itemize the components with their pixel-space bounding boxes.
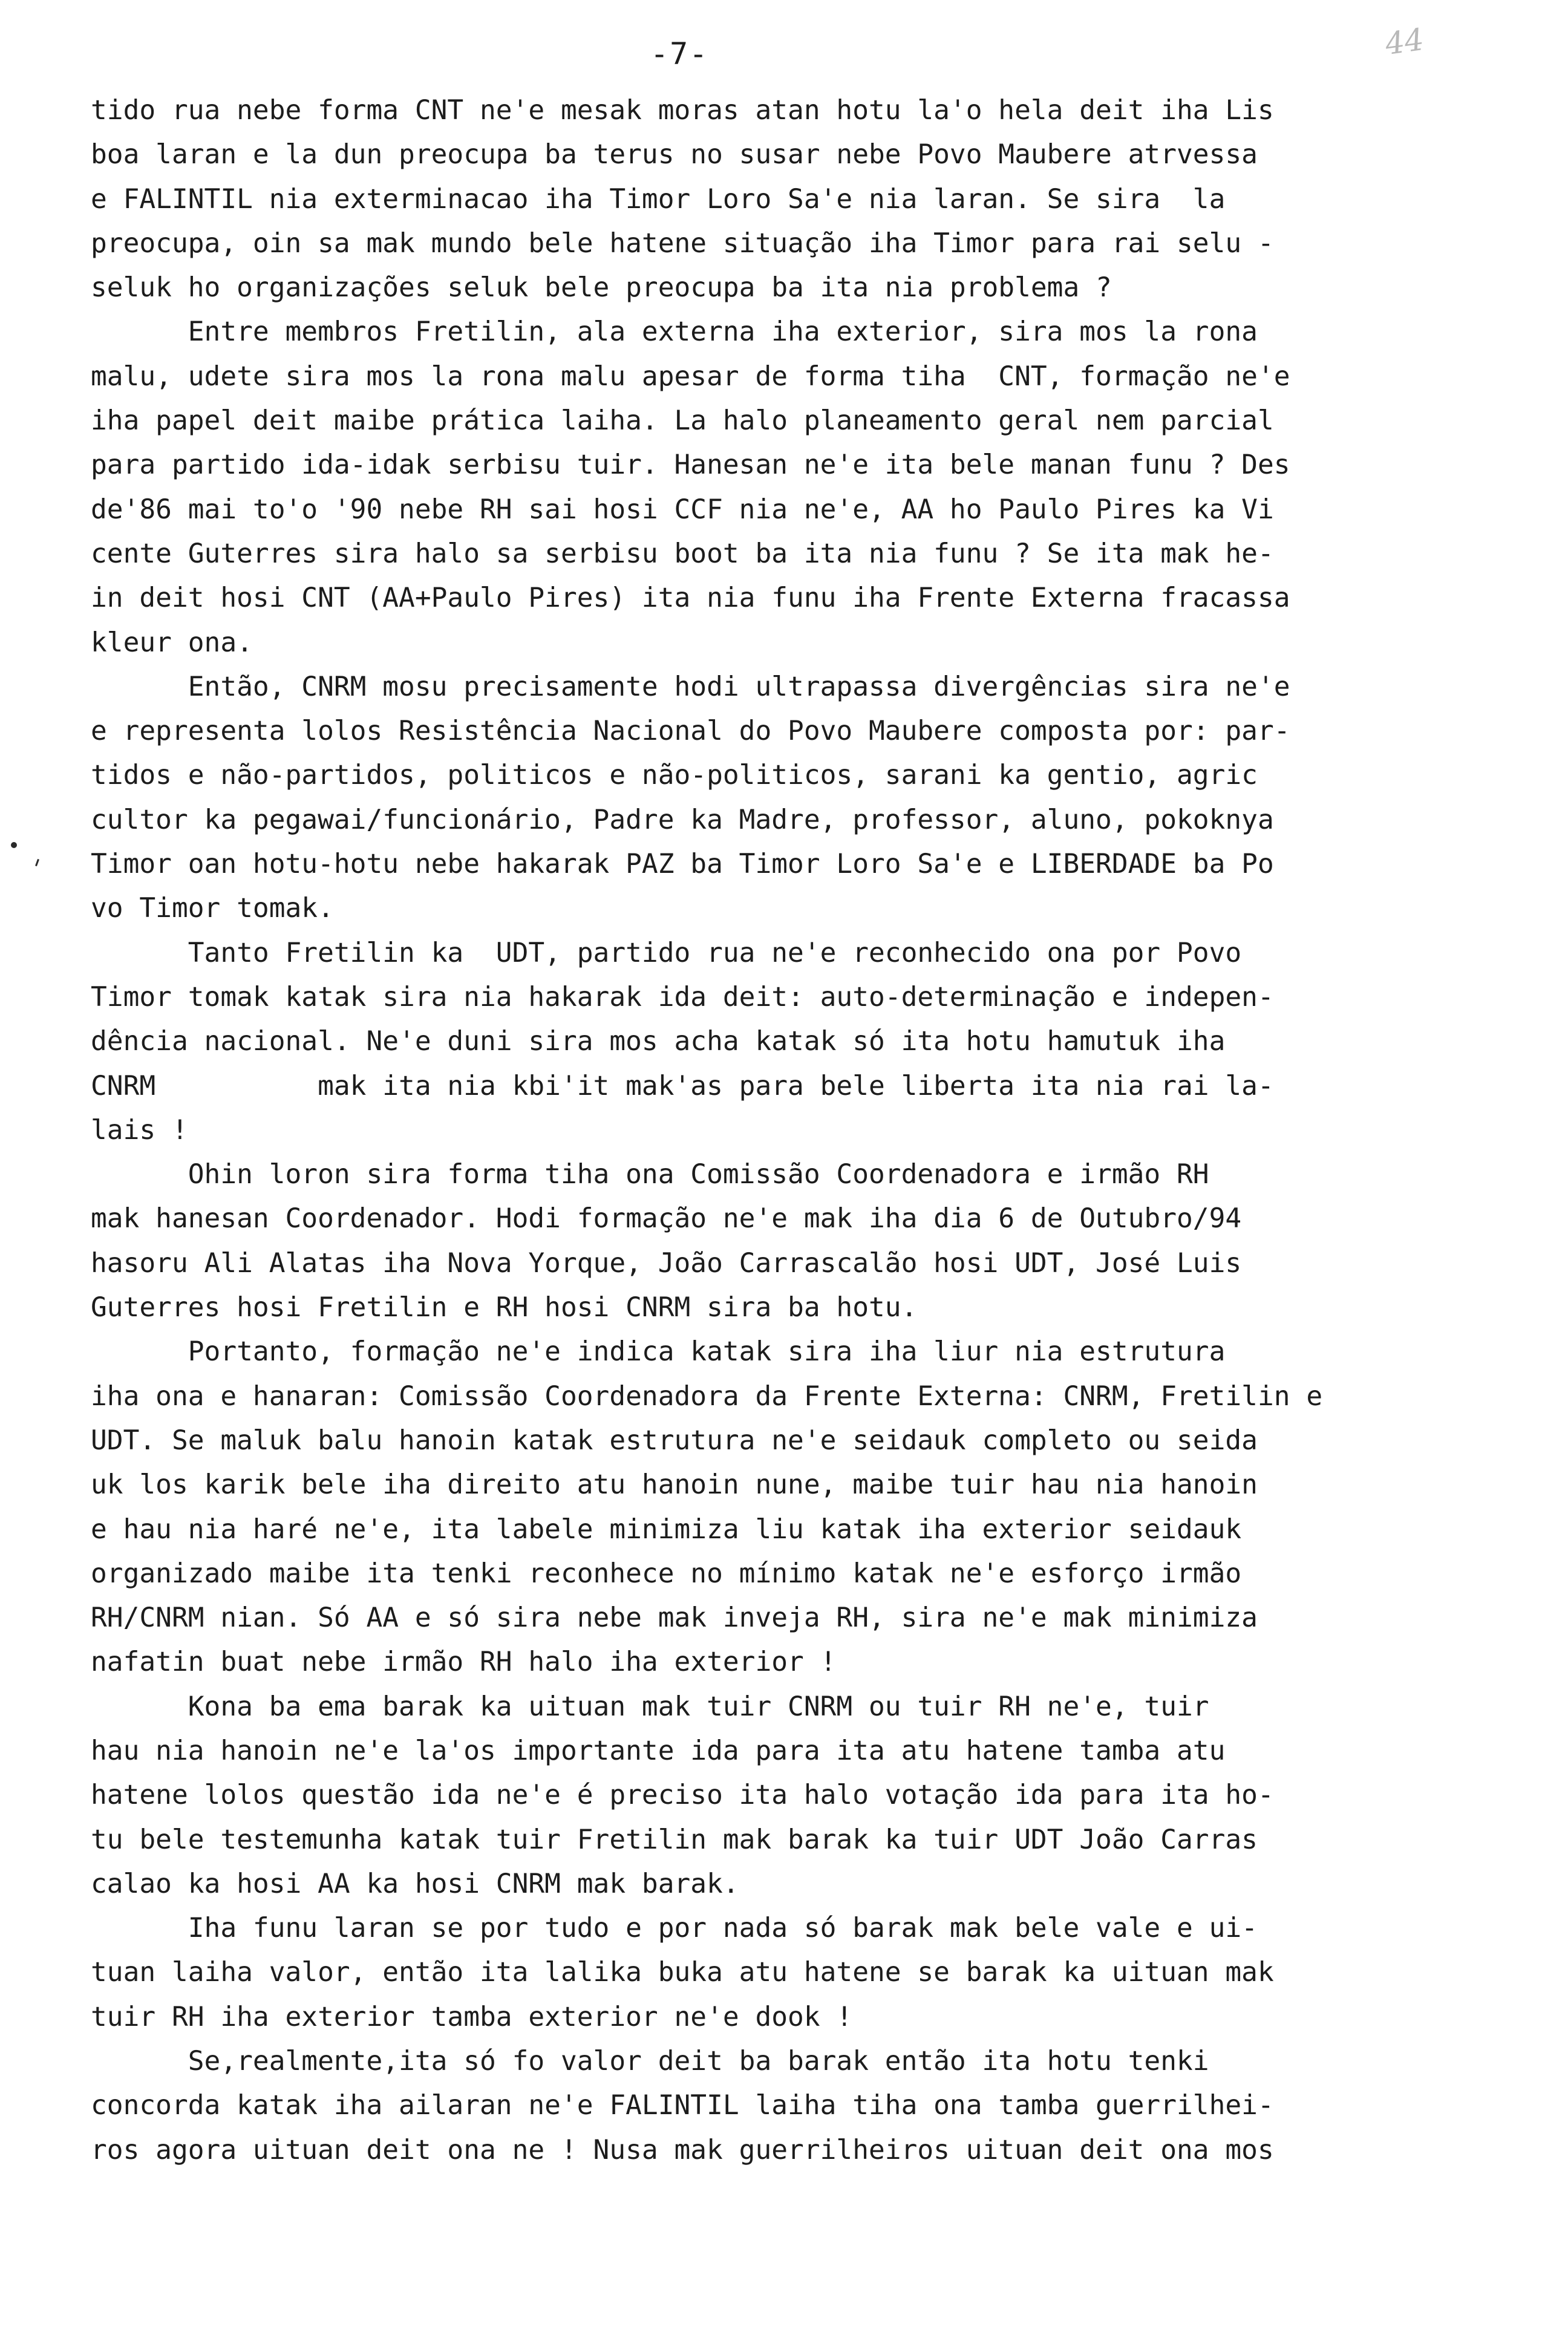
text-line: e FALINTIL nia exterminacao iha Timor Loro Sa'e nia laran. Se sira la <box>91 183 1226 215</box>
text-line: Ohin loron sira forma tiha ona Comissão Coordenadora e irmão RH <box>91 1159 1209 1190</box>
text-line: nafatin buat nebe irmão RH halo iha exterior ! <box>91 1647 837 1678</box>
text-line: dência nacional. Ne'e duni sira mos acha katak só ita hotu hamutuk iha <box>91 1026 1226 1057</box>
text-line: seluk ho organizações seluk bele preocupa ba ita nia problema ? <box>91 272 1112 304</box>
text-line: UDT. Se maluk balu hanoin katak estrutura ne'e seidauk completo ou seida <box>91 1425 1258 1456</box>
text-line: Timor tomak katak sira nia hakarak ida deit: auto-determinação e indepen- <box>91 981 1274 1013</box>
text-line: lais ! <box>91 1114 188 1146</box>
text-line: organizado maibe ita tenki reconhece no mínimo katak ne'e esforço irmão <box>91 1558 1242 1589</box>
text-line: uk los karik bele iha direito atu hanoin nune, maibe tuir hau nia hanoin <box>91 1469 1258 1501</box>
text-line: ros agora uituan deit ona ne ! Nusa mak guerrilheiros uituan deit ona mos <box>91 2134 1274 2166</box>
text-line: vo Timor tomak. <box>91 893 334 924</box>
margin-tick <box>35 859 39 866</box>
text-line: cultor ka pegawai/funcionário, Padre ka Madre, professor, aluno, pokoknya <box>91 804 1274 835</box>
margin-dot <box>11 842 17 848</box>
text-line: Kona ba ema barak ka uituan mak tuir CNRM ou tuir RH ne'e, tuir <box>91 1691 1209 1722</box>
text-line: malu, udete sira mos la rona malu apesar de forma tiha CNT, formação ne'e <box>91 361 1290 392</box>
text-line: in deit hosi CNT (AA+Paulo Pires) ita nia funu iha Frente Externa fracassa <box>91 583 1290 614</box>
document-body <box>91 88 1524 2216</box>
text-line: boa laran e la dun preocupa ba terus no susar nebe Povo Maubere atrvessa <box>91 139 1258 171</box>
text-line: Tanto Fretilin ka UDT, partido rua ne'e reconhecido ona por Povo <box>91 937 1242 968</box>
text-line: Se,realmente,ita só fo valor deit ba barak então ita hotu tenki <box>91 2046 1209 2077</box>
archive-page-mark: 44 <box>1383 21 1426 62</box>
text-line: Guterres hosi Fretilin e RH hosi CNRM sira ba hotu. <box>91 1292 918 1324</box>
text-line: tuan laiha valor, então ita lalika buka atu hatene se barak ka uituan mak <box>91 1957 1274 1988</box>
text-line: e hau nia haré ne'e, ita labele minimiza liu katak iha exterior seidauk <box>91 1513 1242 1545</box>
text-line: iha ona e hanaran: Comissão Coordenadora da Frente Externa: CNRM, Fretilin e <box>91 1380 1323 1412</box>
text-line: CNRM mak ita nia kbi'it mak'as para bele liberta ita nia rai la- <box>91 1070 1274 1102</box>
page-number: -7- <box>650 36 709 71</box>
text-line: hatene lolos questão ida ne'e é preciso ita halo votação ida para ita ho- <box>91 1780 1274 1811</box>
text-line: RH/CNRM nian. Só AA e só sira nebe mak inveja RH, sira ne'e mak minimiza <box>91 1602 1258 1634</box>
text-line: Entre membros Fretilin, ala externa iha exterior, sira mos la rona <box>91 316 1258 348</box>
text-line: para partido ida-idak serbisu tuir. Hanesan ne'e ita bele manan funu ? Des <box>91 449 1290 481</box>
text-line: Então, CNRM mosu precisamente hodi ultrapassa divergências sira ne'e <box>91 671 1290 702</box>
text-line: kleur ona. <box>91 627 253 658</box>
text-line: de'86 mai to'o '90 nebe RH sai hosi CCF nia ne'e, AA ho Paulo Pires ka Vi <box>91 494 1274 525</box>
text-line: tuir RH iha exterior tamba exterior ne'e dook ! <box>91 2001 853 2032</box>
text-line: tidos e não-partidos, politicos e não-politicos, sarani ka gentio, agric <box>91 760 1258 791</box>
text-line: hau nia hanoin ne'e la'os importante ida para ita atu hatene tamba atu <box>91 1735 1226 1766</box>
text-line: Timor oan hotu-hotu nebe hakarak PAZ ba Timor Loro Sa'e e LIBERDADE ba Po <box>91 849 1274 880</box>
text-line: concorda katak iha ailaran ne'e FALINTIL laiha tiha ona tamba guerrilhei- <box>91 2090 1274 2121</box>
text-line: iha papel deit maibe prática laiha. La halo planeamento geral nem parcial <box>91 405 1274 437</box>
text-line: Portanto, formação ne'e indica katak sira iha liur nia estrutura <box>91 1336 1226 1368</box>
text-line: tu bele testemunha katak tuir Fretilin mak barak ka tuir UDT João Carras <box>91 1824 1258 1855</box>
text-line: cente Guterres sira halo sa serbisu boot ba ita nia funu ? Se ita mak he- <box>91 538 1274 569</box>
text-line: calao ka hosi AA ka hosi CNRM mak barak. <box>91 1868 739 1899</box>
text-line: Iha funu laran se por tudo e por nada só barak mak bele vale e ui- <box>91 1913 1258 1944</box>
text-line: hasoru Ali Alatas iha Nova Yorque, João Carrascalão hosi UDT, José Luis <box>91 1247 1242 1279</box>
text-line <box>91 2172 1524 2216</box>
text-line: tido rua nebe forma CNT ne'e mesak moras atan hotu la'o hela deit iha Lis <box>91 95 1274 126</box>
text-line: e representa lolos Resistência Nacional do Povo Maubere composta por: par- <box>91 716 1290 747</box>
text-line: preocupa, oin sa mak mundo bele hatene situação iha Timor para rai selu - <box>91 227 1274 259</box>
text-line: mak hanesan Coordenador. Hodi formação ne'e mak iha dia 6 de Outubro/94 <box>91 1203 1242 1235</box>
